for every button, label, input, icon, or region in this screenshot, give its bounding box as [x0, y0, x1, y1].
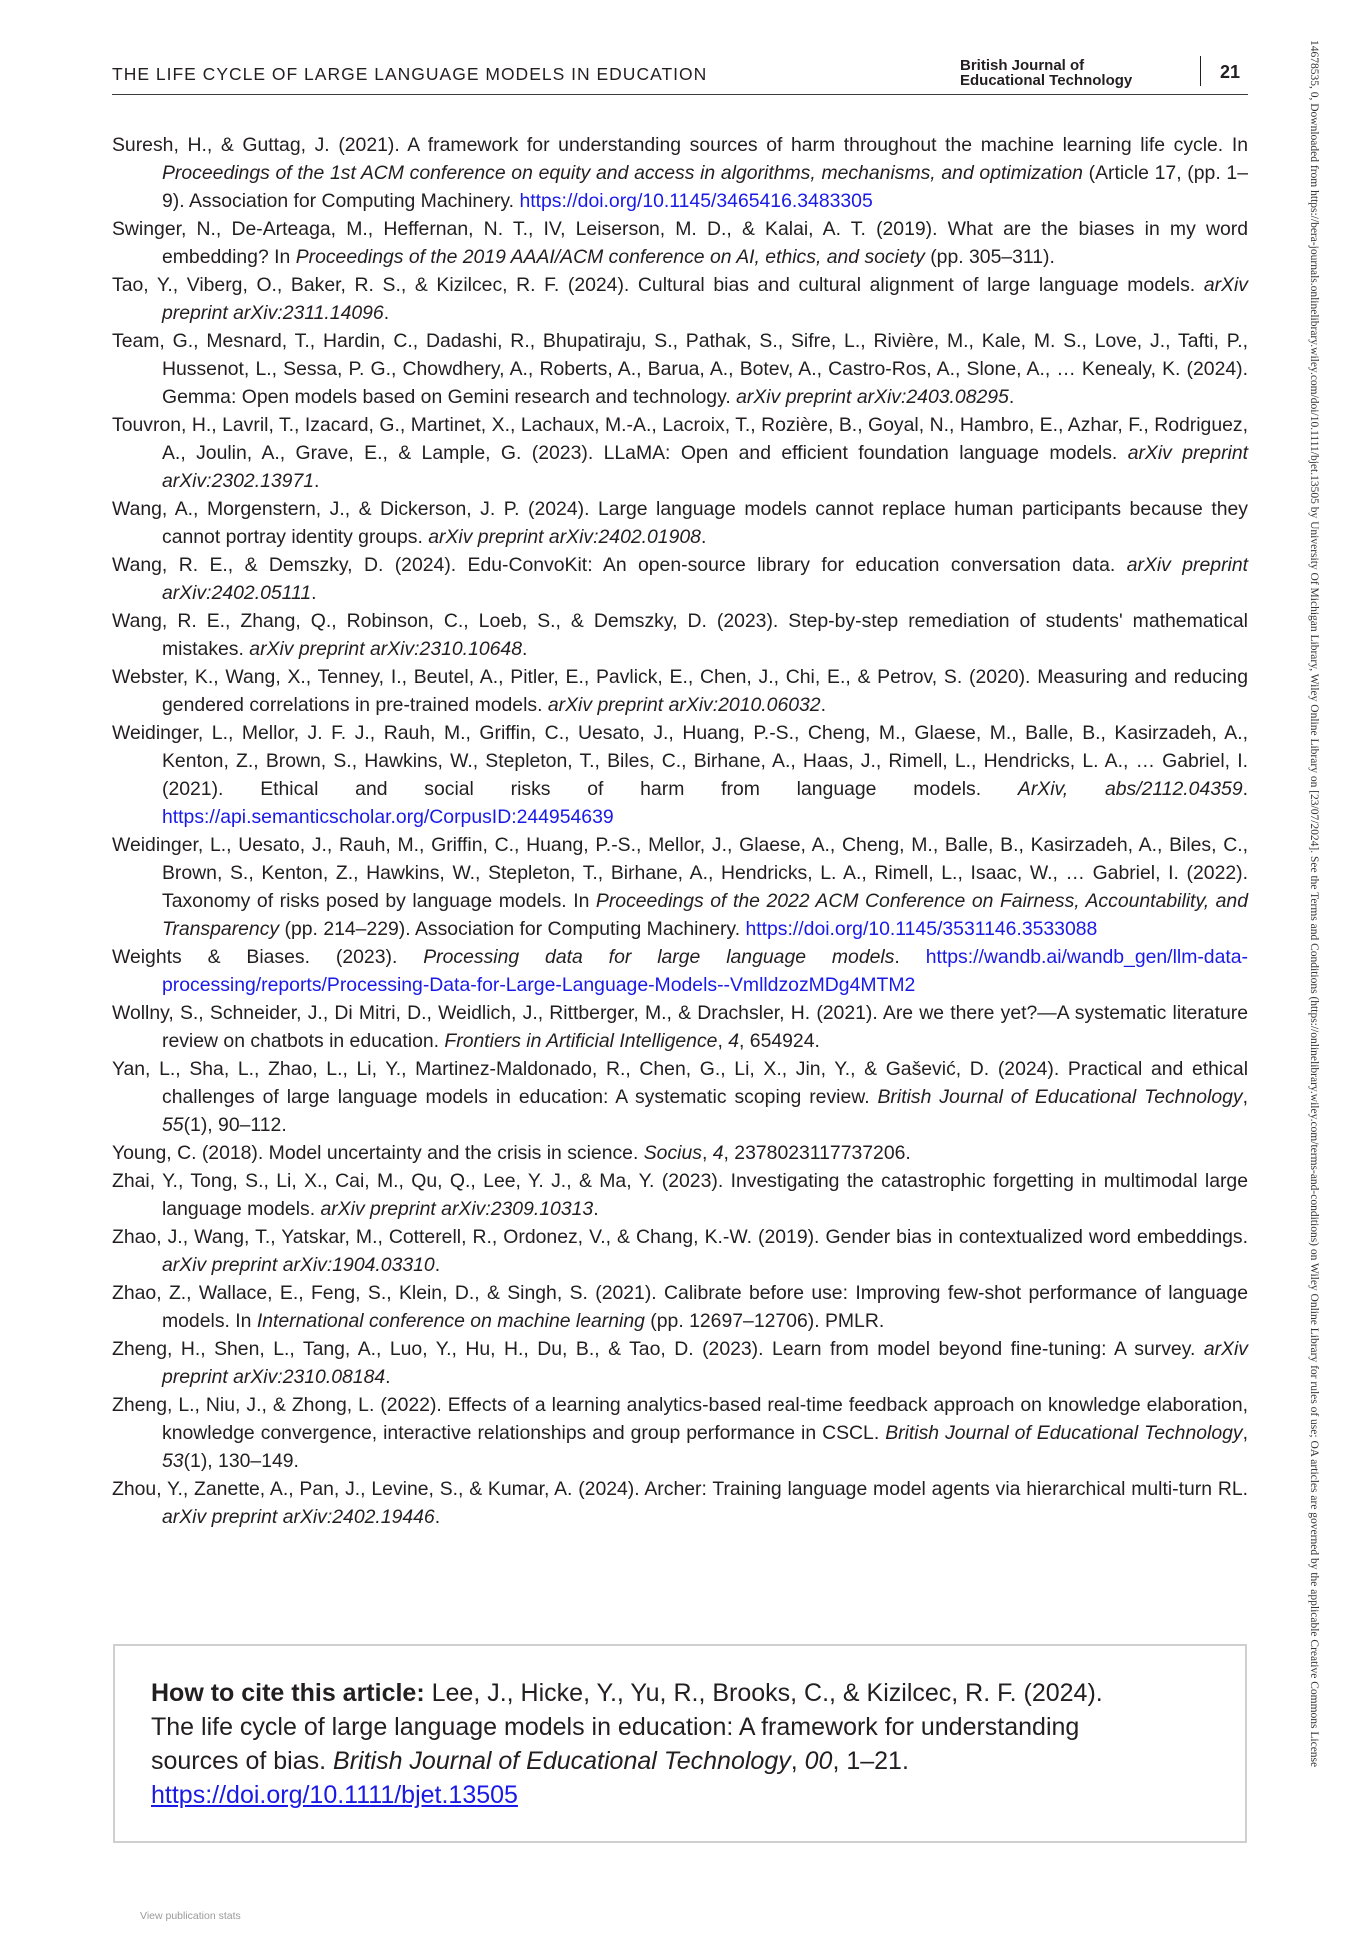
reference-italic-text: arXiv preprint arXiv:2302.13971 — [162, 442, 1248, 492]
reference-text: Zheng, H., Shen, L., Tang, A., Luo, Y., Hu, H., Du, B., & Tao, D. (2023). Learn from model beyond fine-tuning: A survey. — [112, 1338, 1204, 1360]
reference-text: Webster, K., Wang, X., Tenney, I., Beutel, A., Pitler, E., Pavlick, E., Chen, J., Chi, E., & Petrov, S. (2020). Measuring and reducing gendered correlations in pre-trained models. — [112, 666, 1248, 716]
reference-text: , 654924. — [739, 1030, 820, 1052]
reference-text: . — [385, 1366, 391, 1388]
reference-text: Tao, Y., Viberg, O., Baker, R. S., & Kizilcec, R. F. (2024). Cultural bias and cultural alignment of large language models. — [112, 274, 1204, 296]
reference-italic-text: arXiv preprint arXiv:1904.03310 — [162, 1254, 435, 1276]
reference-link[interactable]: https://wandb.ai/wandb_gen/llm-data-processing/reports/Processing-Data-for-Large-Language-Models--VmlldzozMDg4MTM2 — [162, 946, 1248, 996]
citation-box — [113, 1644, 1247, 1843]
reference-entry — [112, 1139, 1248, 1167]
reference-text: (pp. 12697–12706). PMLR. — [644, 1310, 885, 1332]
reference-link[interactable]: https://doi.org/10.1145/3531146.3533088 — [745, 918, 1098, 940]
reference-text: . — [700, 526, 707, 548]
reference-italic-text: arXiv preprint arXiv:2010.06032 — [547, 694, 821, 716]
reference-entry — [112, 607, 1248, 663]
reference-text: . — [820, 694, 826, 716]
citation-pages: , 1–21. — [832, 1747, 909, 1775]
reference-italic-text: Proceedings of the 1st ACM conference on equity and access in algorithms, mechanisms, and optimization — [162, 162, 1083, 184]
reference-text: Swinger, N., De-Arteaga, M., Heffernan, N. T., IV, Leiserson, M. D., & Kalai, A. T. (2019). What are the biases in my word embedding? In — [112, 218, 1248, 268]
running-header — [112, 54, 1248, 95]
header-divider — [1200, 56, 1201, 86]
reference-entry — [112, 551, 1248, 607]
reference-italic-text: Proceedings of the 2022 ACM Conference on Fairness, Accountability, and Transparency — [162, 890, 1248, 940]
reference-entry — [112, 1335, 1248, 1391]
reference-text: Zhao, Z., Wallace, E., Feng, S., Klein, D., & Singh, S. (2021). Calibrate before use: Improving few-shot performance of language models. In — [112, 1282, 1248, 1332]
reference-text: . — [434, 1506, 441, 1528]
reference-italic-text: arXiv preprint arXiv:2402.19446 — [162, 1506, 435, 1528]
reference-italic-text: arXiv preprint arXiv:2402.01908 — [428, 526, 701, 548]
journal-logo — [960, 58, 1132, 88]
reference-text: Suresh, H., & Guttag, J. (2021). A framework for understanding sources of harm throughout the machine learning life cycle. In — [112, 134, 1248, 156]
reference-italic-text: British Journal of Educational Technology — [885, 1422, 1243, 1444]
reference-text: . — [894, 946, 926, 968]
reference-text: Weidinger, L., Uesato, J., Rauh, M., Griffin, C., Huang, P.-S., Mellor, J., Glaese, A., Cheng, M., Balle, B., Kasirzadeh, A., Biles, C., Brown, S., Kenton, Z., Hawkins, W., Stepleton, T., Birhane, A., Hendricks, L. A., Rimell, L., Isaac, W., … Gabriel, I. (2022). Taxonomy of risks posed by language models. In — [112, 834, 1248, 912]
citation-label: How to cite this article: — [151, 1679, 425, 1707]
reference-text: Zheng, L., Niu, J., & Zhong, L. (2022). Effects of a learning analytics-based real-time feedback approach on knowledge elaboration, knowledge convergence, interactive relationships and group performance in CSCL. — [112, 1394, 1248, 1444]
reference-list — [112, 131, 1248, 1531]
reference-text: Wollny, S., Schneider, J., Di Mitri, D., Weidlich, J., Rittberger, M., & Drachsler, H. (2021). Are we there yet?—A systematic literature review on chatbots in education. — [112, 1002, 1248, 1052]
reference-text: Weights & Biases. (2023). — [112, 946, 424, 968]
reference-italic-text: British Journal of Educational Technology — [877, 1086, 1243, 1108]
reference-text: Team, G., Mesnard, T., Hardin, C., Dadashi, R., Bhupatiraju, S., Pathak, S., Sifre, L., Rivière, M., Kale, M. S., Love, J., Tafti, P., Hussenot, L., Sessa, P. G., Chowdhery, A., Roberts, A., Barua, A., Botev, A., Castro-Ros, A., Slone, A., … Kenealy, K. (2024). Gemma: Open models based on Gemini research and technology. — [112, 330, 1248, 408]
reference-text: . — [311, 582, 317, 604]
reference-entry — [112, 495, 1248, 551]
reference-entry — [112, 411, 1248, 495]
reference-italic-text: arXiv preprint arXiv:2402.05111 — [162, 554, 1249, 604]
reference-entry — [112, 831, 1248, 943]
reference-text: , — [1242, 1086, 1248, 1108]
reference-text: Zhou, Y., Zanette, A., Pan, J., Levine, S., & Kumar, A. (2024). Archer: Training language model agents via hierarchical multi-turn RL. — [112, 1478, 1248, 1500]
reference-italic-text: Processing data for large language models — [423, 946, 895, 968]
reference-text: Touvron, H., Lavril, T., Izacard, G., Martinet, X., Lachaux, M.-A., Lacroix, T., Rozière, B., Goyal, N., Hambro, E., Azhar, F., Rodriguez, A., Joulin, A., Grave, E., & Lample, G. (2023). LLaMA: Open and efficient foundation language models. — [112, 414, 1248, 464]
reference-italic-text: 53 — [162, 1450, 184, 1472]
page-number: 21 — [1220, 62, 1241, 82]
reference-italic-text: International conference on machine learning — [256, 1310, 645, 1332]
reference-text: (Article 17, (pp. 1–9). Association for Computing Machinery. — [162, 162, 1248, 212]
reference-link[interactable]: https://doi.org/10.1145/3465416.3483305 — [519, 190, 873, 212]
journal-name-line1: British Journal of — [960, 57, 1085, 74]
citation-volume: 00 — [804, 1747, 833, 1775]
download-notice: 14678535, 0, Downloaded from https://bera-journals.onlinelibrary.wiley.com/doi/10.1111/bjet.13505 by University Of Michigan Library, Wiley Online Library on [23/07/2024]. See the Terms and Conditions (https://onlinelibrary.wiley.com/terms-and-conditions) on Wiley Online Library for rules of use; OA articles are governed by the applicable Creative Commons License — [1308, 40, 1320, 1768]
reference-italic-text: Proceedings of the 2019 AAAI/ACM conference on AI, ethics, and society — [295, 246, 925, 268]
reference-text: . — [1242, 778, 1248, 800]
reference-italic-text: arXiv preprint arXiv:2403.08295 — [736, 386, 1009, 408]
reference-italic-text: 4 — [712, 1142, 724, 1164]
reference-text: . — [434, 1254, 441, 1276]
reference-text: Zhai, Y., Tong, S., Li, X., Cai, M., Qu, Q., Lee, Y. J., & Ma, Y. (2023). Investigating the catastrophic forgetting in multimodal large language models. — [112, 1170, 1248, 1220]
reference-entry — [112, 271, 1248, 327]
reference-text: , — [1242, 1422, 1248, 1444]
reference-link[interactable]: https://api.semanticscholar.org/CorpusID:244954639 — [162, 806, 614, 828]
citation-doi-link[interactable]: https://doi.org/10.1111/bjet.13505 — [151, 1781, 518, 1809]
reference-entry — [112, 1279, 1248, 1335]
reference-text: Yan, L., Sha, L., Zhao, L., Li, Y., Martinez-Maldonado, R., Chen, G., Li, X., Jin, Y., & Gašević, D. (2024). Practical and ethical challenges of large language models in education: A systematic scoping review. — [112, 1058, 1248, 1108]
reference-text: Wang, A., Morgenstern, J., & Dickerson, J. P. (2024). Large language models cannot replace human participants because they cannot portray identity groups. — [112, 498, 1248, 548]
reference-entry — [112, 663, 1248, 719]
reference-entry — [112, 719, 1248, 831]
reference-text: Zhao, J., Wang, T., Yatskar, M., Cotterell, R., Ordonez, V., & Chang, K.-W. (2019). Gender bias in contextualized word embeddings. — [112, 1226, 1248, 1248]
reference-italic-text: 4 — [728, 1030, 740, 1052]
publication-stats-link[interactable]: View publication stats — [140, 1910, 241, 1922]
reference-italic-text: 55 — [162, 1114, 184, 1136]
reference-italic-text: arXiv preprint arXiv:2310.10648 — [249, 638, 522, 660]
reference-entry — [112, 131, 1248, 215]
reference-text: . — [1008, 386, 1015, 408]
reference-text: , — [717, 1030, 729, 1052]
reference-entry — [112, 1055, 1248, 1139]
reference-text: . — [593, 1198, 599, 1220]
reference-text: (1), 130–149. — [183, 1450, 299, 1472]
citation-text — [151, 1676, 1151, 1812]
reference-italic-text: Frontiers in Artificial Intelligence — [444, 1030, 718, 1052]
reference-text: (1), 90–112. — [183, 1114, 287, 1136]
reference-entry — [112, 1167, 1248, 1223]
running-title: THE LIFE CYCLE OF LARGE LANGUAGE MODELS IN EDUCATION — [112, 64, 708, 84]
reference-text: Wang, R. E., Zhang, Q., Robinson, C., Loeb, S., & Demszky, D. (2023). Step-by-step remediation of students' mathematical mistakes. — [112, 610, 1248, 660]
reference-text: . — [314, 470, 320, 492]
reference-italic-text: arXiv preprint arXiv:2309.10313 — [320, 1198, 594, 1220]
reference-text: Weidinger, L., Mellor, J. F. J., Rauh, M., Griffin, C., Uesato, J., Huang, P.-S., Cheng, M., Glaese, M., Balle, B., Kasirzadeh, A., Kenton, Z., Brown, S., Hawkins, W., Stepleton, T., Biles, C., Birhane, A., Haas, J., Rimell, L., Hendricks, L. A., … Gabriel, I. (2021). Ethical and social risks of harm from language models. — [112, 722, 1248, 800]
reference-italic-text: Socius — [643, 1142, 702, 1164]
citation-authors-title: Lee, J., Hicke, Y., Yu, R., Brooks, C., & Kizilcec, R. F. (2024). The life cycle of large language models in education: A framework for understanding sources of bias. — [151, 1679, 1103, 1775]
citation-journal: British Journal of Educational Technology — [333, 1747, 791, 1775]
reference-text: Wang, R. E., & Demszky, D. (2024). Edu-ConvoKit: An open-source library for education conversation data. — [112, 554, 1127, 576]
reference-text: , 2378023117737206. — [723, 1142, 911, 1164]
reference-text: . — [383, 302, 390, 324]
reference-text: (pp. 214–229). Association for Computing Machinery. — [279, 918, 746, 940]
reference-italic-text: ArXiv, abs/2112.04359 — [1017, 778, 1243, 800]
reference-entry — [112, 943, 1248, 999]
reference-entry — [112, 1391, 1248, 1475]
reference-entry — [112, 327, 1248, 411]
citation-sep: , — [790, 1747, 805, 1775]
reference-text: , — [701, 1142, 713, 1164]
reference-entry — [112, 1475, 1248, 1531]
journal-name-line2: Educational Technology — [960, 72, 1133, 89]
reference-entry — [112, 215, 1248, 271]
reference-italic-text: arXiv preprint arXiv:2310.08184 — [162, 1338, 1248, 1388]
reference-entry — [112, 1223, 1248, 1279]
reference-text: (pp. 305–311). — [924, 246, 1055, 268]
reference-text: . — [522, 638, 528, 660]
reference-entry — [112, 999, 1248, 1055]
reference-text: Young, C. (2018). Model uncertainty and the crisis in science. — [112, 1142, 644, 1164]
reference-italic-text: arXiv preprint arXiv:2311.14096 — [162, 274, 1248, 324]
